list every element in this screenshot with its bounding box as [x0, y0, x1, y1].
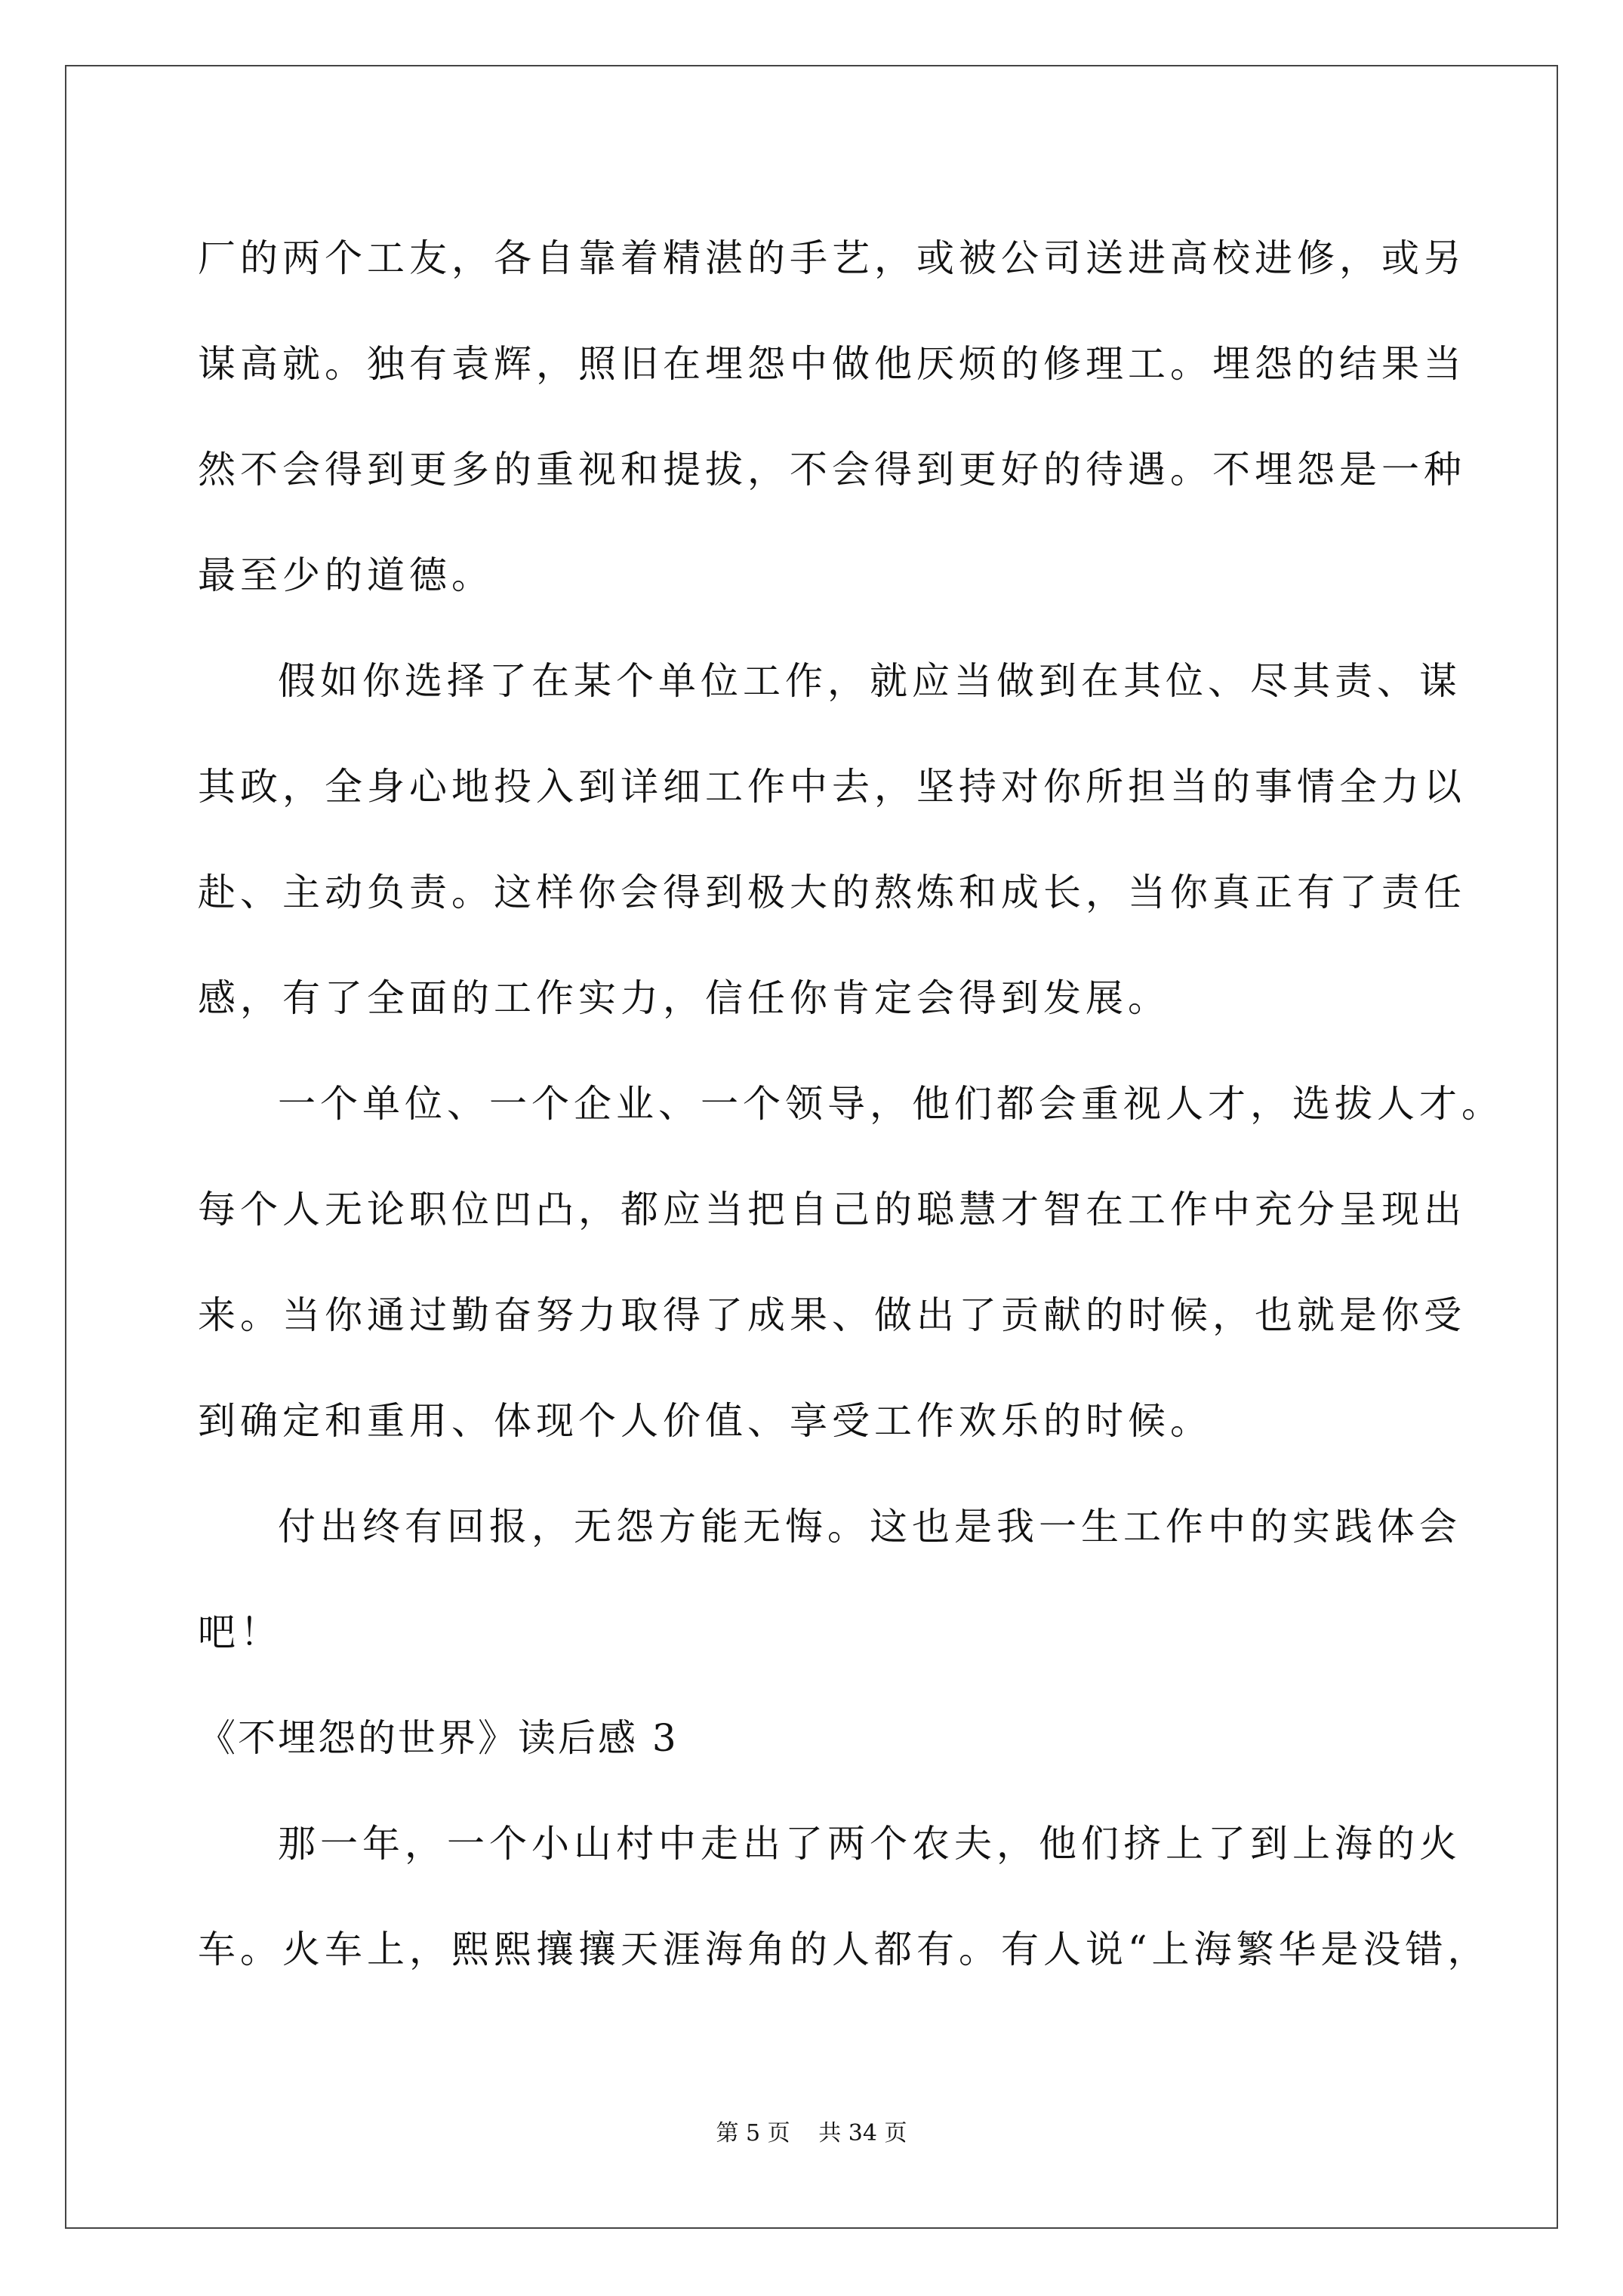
paragraph-line: 车。火车上，熙熙攘攘天涯海角的人都有。有人说“上海繁华是没错， — [198, 1928, 1490, 1971]
paragraph-line: 最至少的道德。 — [198, 553, 494, 597]
paragraph-line: 吧！ — [198, 1610, 282, 1654]
paragraph-line: 然不会得到更多的重视和提拔，不会得到更好的待遇。不埋怨是一种 — [198, 448, 1466, 492]
paragraph-line: 一个单位、一个企业、一个领导，他们都会重视人才，选拔人才。 — [278, 1082, 1504, 1126]
paragraph-line: 赴、主动负责。这样你会得到极大的熬炼和成长，当你真正有了责任 — [198, 871, 1466, 914]
paragraph-line: 谋高就。独有袁辉，照旧在埋怨中做他厌烦的修理工。埋怨的结果当 — [198, 342, 1466, 386]
page-footer — [0, 2114, 1623, 2147]
paragraph-line: 每个人无论职位凹凸，都应当把自己的聪慧才智在工作中充分呈现出 — [198, 1188, 1466, 1231]
paragraph-line: 假如你选择了在某个单位工作，就应当做到在其位、尽其责、谋 — [278, 659, 1461, 703]
paragraph-line: 感，有了全面的工作实力，信任你肯定会得到发展。 — [198, 976, 1170, 1020]
paragraph-line: 厂的两个工友，各自靠着精湛的手艺，或被公司送进高校进修，或另 — [198, 236, 1466, 280]
paragraph-line: 来。当你通过勤奋努力取得了成果、做出了贡献的时候，也就是你受 — [198, 1293, 1466, 1337]
document-body — [198, 205, 1504, 2002]
paragraph-line: 其政，全身心地投入到详细工作中去，坚持对你所担当的事情全力以 — [198, 765, 1466, 809]
paragraph-line: 那一年，一个小山村中走出了两个农夫，他们挤上了到上海的火 — [278, 1822, 1461, 1866]
page-total: 共 34 页 — [818, 2120, 907, 2147]
paragraph-line: 到确定和重用、体现个人价值、享受工作欢乐的时候。 — [198, 1399, 1212, 1443]
paragraph-line: 付出终有回报，无怨方能无悔。这也是我一生工作中的实践体会 — [278, 1505, 1461, 1549]
page-number: 第 5 页 — [716, 2120, 790, 2147]
section-heading: 《不埋怨的世界》读后感 3 — [198, 1716, 679, 1760]
